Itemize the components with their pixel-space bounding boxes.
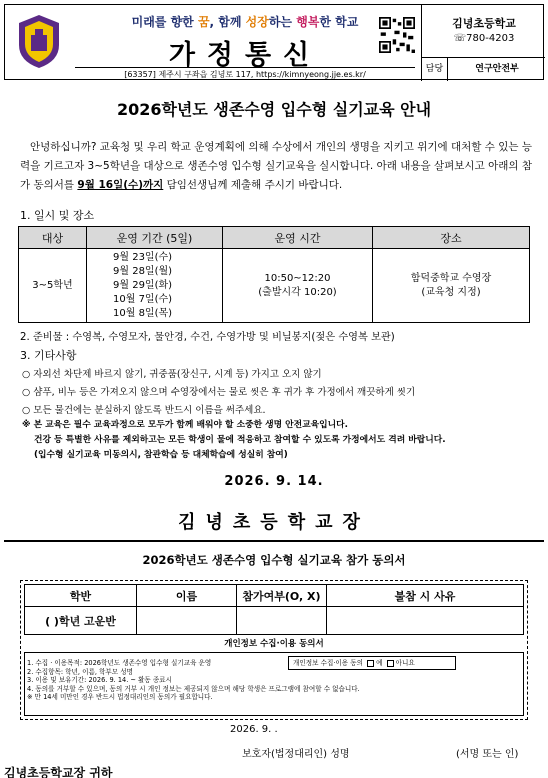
section-supplies: 2. 준비물 : 수영복, 수영모자, 물안경, 수건, 수영가방 및 비닐봉지(젖은 수영복 보관) [20, 332, 395, 343]
name-input-cell[interactable] [137, 607, 237, 635]
school-info [421, 5, 545, 57]
consent-table [24, 584, 524, 635]
header-time: 운영 시간 [223, 227, 373, 249]
department-row [421, 57, 545, 81]
guardian-label: 보호자(법정대리인) 성명 [242, 749, 350, 760]
reason-input-cell[interactable] [327, 607, 524, 635]
header-participation: 참가여부(O, X) [237, 585, 327, 607]
department-label: 담당 [422, 58, 448, 81]
date-item: 10월 7일(수) [113, 293, 173, 305]
privacy-line: 2. 수집항목: 학년, 이름, 학부모 성명 [27, 667, 133, 676]
qr-code-icon [379, 17, 415, 53]
school-emblem-icon [13, 11, 65, 71]
participation-input-cell[interactable] [237, 607, 327, 635]
note-line: 건강 등 특별한 사유를 제외하고는 모든 학생이 물에 적응하고 참여할 수 있도록 가정에서도 격려 바랍니다. [34, 435, 446, 445]
school-motto: 미래를 향한 꿈, 함께 성장하는 행복한 학교 [131, 15, 359, 29]
school-name: 김녕초등학교 [452, 17, 516, 30]
agree-yes-checkbox[interactable] [367, 660, 374, 667]
header-period: 운영 기간 (5일) [87, 227, 223, 249]
header-name: 이름 [137, 585, 237, 607]
time-cell: 10:50~12:20 (출발시각 10:20) [223, 249, 373, 323]
dates-cell [87, 249, 223, 323]
privacy-line: 1. 수집 · 이용목적: 2026학년도 생존수영 입수형 실기교육 운영 [27, 659, 212, 667]
school-tel: ☏780-4203 [453, 33, 515, 44]
newsletter-title: 가정통신 [168, 40, 322, 71]
place-cell: 함덕중학교 수영장 (교육청 지정) [373, 249, 530, 323]
agree-no-checkbox[interactable] [387, 660, 394, 667]
list-item: ○ 샴푸, 비누 등은 가져오지 않으며 수영장에서는 물로 씻은 후 귀가 후 가정에서 깨끗하게 씻기 [22, 387, 416, 398]
school-address: [63357] 제주시 구좌읍 김녕로 117, https://kimnyeong.jje.es.kr/ [75, 67, 415, 81]
privacy-agree-box: 개인정보 수집·이용 동의 예 아니요 [288, 656, 456, 670]
date-item: 9월 28일(월) [113, 265, 173, 277]
list-item: ○ 모든 물건에는 분실하지 않도록 반드시 이름을 써주세요. [22, 405, 266, 416]
issue-date: 2026. 9. 14. [224, 474, 324, 489]
letter-header [4, 4, 544, 80]
date-item: 9월 29일(화) [113, 279, 173, 291]
note-line: ※ 본 교육은 필수 교육과정으로 모두가 함께 배워야 할 소중한 생명 안전교육입니다. [22, 420, 349, 430]
guardian-sign-line [242, 745, 542, 760]
department-value: 연구안전부 [475, 64, 519, 74]
section-schedule-heading: 1. 일시 및 장소 [20, 209, 95, 222]
privacy-line: 3. 이용 및 보유기간: 2026. 9. 14. ~ 활동 종료시 [27, 676, 172, 685]
signature-label: (서명 또는 인) [456, 749, 519, 760]
note-line: (입수형 실기교육 미동의시, 참관학습 등 대체학습에 성실히 참여) [34, 450, 288, 460]
list-item: ○ 자외선 차단제 바르지 않기, 귀중품(장신구, 시계 등) 가지고 오지 않기 [22, 369, 322, 380]
class-cell: ( )학년 고운반 [25, 607, 137, 635]
section-notes-heading: 3. 기타사항 [20, 349, 77, 362]
privacy-line: ※ 만 14세 미만인 경우 반드시 법정대리인의 동의가 필요합니다. [27, 693, 213, 702]
privacy-line: 4. 동의를 거부할 수 있으며, 동의 거부 시 개인 정보는 제공되지 않으며 해당 학생은 프로그램에 참여할 수 없습니다. [27, 684, 360, 693]
header-absence-reason: 불참 시 사유 [327, 585, 524, 607]
header-place: 장소 [373, 227, 530, 249]
principal-name: 김녕초등학교장 [178, 512, 370, 533]
header-target: 대상 [19, 227, 87, 249]
addressee: 김녕초등학교장 귀하 [4, 766, 113, 778]
date-item: 10월 8일(목) [113, 307, 173, 319]
privacy-consent-title: 개인정보 수집·이용 동의서 [224, 639, 324, 649]
sign-date: 2026. 9. . [230, 724, 278, 735]
header-class: 학반 [25, 585, 137, 607]
target-cell: 3~5학년 [19, 249, 87, 323]
deadline: 9월 16일(수)까지 [77, 179, 164, 191]
document-title: 2026학년도 생존수영 입수형 실기교육 안내 [116, 100, 432, 119]
intro-paragraph: 안녕하십니까? 교육청 및 우리 학교 운영계획에 의해 수상에서 개인의 생명을 지키고 위기에 대처할 수 있는 능력을 기르고자 3~5학년을 대상으로 생존수영 입수형 실기교육을 실시합니다. 아래 내용을 살펴보시고 아래의 참가 동의서를 9월 16일(수)까지 담임선생님께 제출해 주시기 바랍니다. [20, 141, 532, 191]
consent-title: 2026학년도 생존수영 입수형 실기교육 참가 동의서 [142, 553, 406, 567]
divider [4, 540, 544, 542]
schedule-table [18, 226, 530, 323]
date-item: 9월 23일(수) [113, 251, 173, 263]
